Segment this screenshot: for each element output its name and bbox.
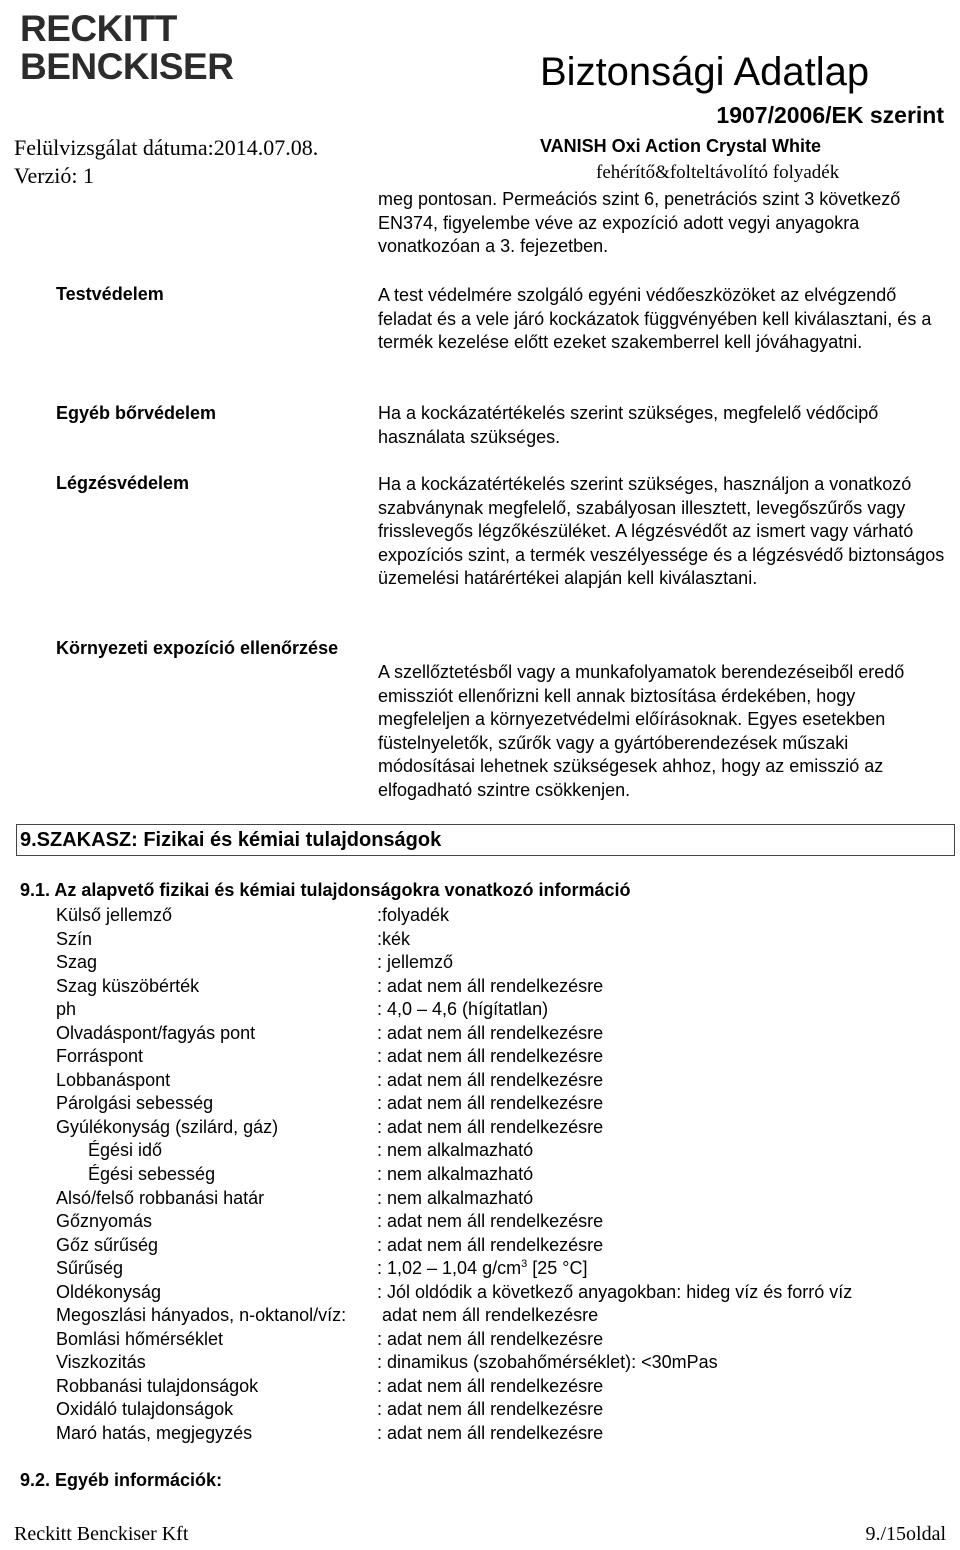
property-label: Megoszlási hányados, n-oktanol/víz:	[56, 1305, 347, 1326]
property-value-text: : adat nem áll rendelkezésre	[377, 1423, 604, 1444]
property-label: Olvadáspont/fagyás pont	[56, 1022, 256, 1043]
property-value	[377, 1422, 603, 1446]
property-value	[377, 1163, 533, 1187]
environmental-exposure-label: Környezeti expozíció ellenőrzése	[56, 638, 339, 658]
property-value-text: : adat nem áll rendelkezésre	[377, 1375, 604, 1396]
property-label: Alsó/felső robbanási határ	[56, 1187, 265, 1208]
property-value	[377, 904, 449, 928]
property-value-text: : adat nem áll rendelkezésre	[377, 1069, 604, 1090]
section-9-title: 9.SZAKASZ: Fizikai és kémiai tulajdonságok	[20, 829, 442, 851]
property-value	[377, 1210, 603, 1234]
footer-company: Reckitt Benckiser Kft	[14, 1523, 189, 1545]
property-label: Szín	[56, 928, 93, 949]
property-value-text: : adat nem áll rendelkezésre	[377, 1022, 604, 1043]
property-value	[377, 1257, 587, 1281]
property-value-text: : adat nem áll rendelkezésre	[377, 1046, 604, 1067]
property-value	[377, 1045, 603, 1069]
property-value	[377, 951, 453, 975]
body-protection-label: Testvédelem	[56, 284, 164, 304]
property-value	[377, 1398, 603, 1422]
property-label: Szag	[56, 952, 98, 973]
property-label: Maró hatás, megjegyzés	[56, 1423, 253, 1444]
property-label: Külső jellemző	[56, 905, 173, 925]
property-label: Gőznyomás	[56, 1211, 153, 1232]
property-value	[377, 1375, 603, 1399]
property-value-text: : 4,0 – 4,6 (hígítatlan)	[377, 999, 549, 1020]
property-label: Sűrűség	[56, 1258, 124, 1279]
property-value	[377, 1187, 533, 1211]
property-label: ph	[56, 999, 77, 1020]
logo-line-1: RECKITT	[20, 8, 177, 49]
section-9-2-title: 9.2. Egyéb információk:	[20, 1470, 223, 1490]
respiratory-protection-label: Légzésvédelem	[56, 473, 190, 493]
respiratory-protection-text: Ha a kockázatértékelés szerint szükséges, használjon a vonatkozó szabványnak megfelelő, szabályosan illesztett, levegőszűrős vagy frisslevegős légzőkészüléket. A légzésvédőt az ismert vagy várható expozíciós szint, a termék veszélyessége és a légzésvédő biztonságos üzemelési határértékei alapján kell kiválasztani.	[378, 474, 945, 589]
property-value-text: : nem alkalmazható	[377, 1140, 534, 1161]
property-label: Gyúlékonyság (szilárd, gáz)	[56, 1116, 279, 1137]
product-name: VANISH Oxi Action Crystal White	[540, 136, 822, 156]
property-value-text: : adat nem áll rendelkezésre	[377, 975, 604, 996]
property-value	[377, 1092, 603, 1116]
footer-page-number: 9./15oldal	[865, 1523, 946, 1545]
skin-protection-label: Egyéb bőrvédelem	[56, 403, 217, 423]
property-value-text: : dinamikus (szobahőmérséklet): <30mPas	[377, 1352, 718, 1373]
property-label: Robbanási tulajdonságok	[56, 1375, 259, 1396]
property-value	[377, 928, 410, 952]
section-9-1-title: 9.1. Az alapvető fizikai és kémiai tulajdonságokra vonatkozó információ	[20, 880, 631, 900]
property-value	[377, 1234, 603, 1258]
property-label: Oldékonyság	[56, 1281, 162, 1302]
property-value-text: : adat nem áll rendelkezésre	[377, 1116, 604, 1137]
property-value-text: : adat nem áll rendelkezésre	[377, 1328, 604, 1349]
environmental-exposure-text: A szellőztetésből vagy a munkafolyamatok berendezéseiből eredő emissziót ellenőrizni kell annak biztosítása érdekében, hogy megfeleljen a környezetvédelmi előírásoknak. Egyes esetekben füstelnyeletők, szűrők vagy a gyártóberendezések műszaki módosításai lehetnek szükségesek ahhoz, hogy az emisszió az elfogadható szintre csökkenjen.	[378, 662, 905, 800]
property-label: Bomlási hőmérséklet	[56, 1328, 224, 1349]
property-value	[377, 1281, 852, 1305]
property-value	[382, 1304, 598, 1328]
property-value	[377, 1116, 603, 1140]
property-value-text: : adat nem áll rendelkezésre	[377, 1399, 604, 1420]
property-label: Oxidáló tulajdonságok	[56, 1399, 234, 1420]
property-label: Viszkozitás	[56, 1352, 146, 1373]
property-value-text: : nem alkalmazható	[377, 1164, 534, 1185]
property-value-text: : jellemző	[377, 952, 454, 973]
property-value-text: adat nem áll rendelkezésre	[382, 1305, 599, 1326]
property-label: Lobbanáspont	[56, 1069, 171, 1090]
property-label: Forráspont	[56, 1046, 144, 1067]
property-value	[377, 1351, 718, 1375]
property-value	[377, 975, 603, 999]
property-value-text: :kék	[377, 928, 411, 949]
property-value	[377, 1069, 603, 1093]
property-label: Égési idő	[88, 1140, 163, 1161]
property-label: Szag küszöbérték	[56, 975, 200, 996]
property-value	[377, 1139, 533, 1163]
product-description: fehérítő&folteltávolító folyadék	[596, 162, 840, 183]
property-value-text: :folyadék	[377, 905, 450, 925]
continuation-paragraph: meg pontosan. Permeációs szint 6, penetrációs szint 3 következő EN374, figyelembe véve az expozíció adott vegyi anyagokra vonatkozóan a 3. fejezetben.	[378, 189, 901, 257]
property-value-text: : 1,02 – 1,04 g/cm	[377, 1258, 522, 1279]
company-logo	[20, 8, 250, 90]
property-label: Gőz sűrűség	[56, 1234, 159, 1255]
property-value-suffix: [25 °C]	[527, 1258, 588, 1279]
logo-line-2: BENCKISER	[20, 46, 234, 87]
property-label: Párolgási sebesség	[56, 1093, 214, 1114]
revision-date: Felülvizsgálat dátuma:2014.07.08.	[14, 135, 319, 160]
property-value-superscript: 3	[521, 1258, 528, 1271]
property-value-text: : adat nem áll rendelkezésre	[377, 1211, 604, 1232]
property-label: Égési sebesség	[88, 1164, 216, 1185]
property-value-text: : adat nem áll rendelkezésre	[377, 1093, 604, 1114]
property-value	[377, 1022, 603, 1046]
body-protection-text: A test védelmére szolgáló egyéni védőeszközöket az elvégzendő feladat és a vele járó kockázatok függvényében kell kiválasztani, és a termék kezelése előtt ezeket szakemberrel kell jóváhagyatni.	[378, 285, 932, 353]
property-value	[377, 1328, 603, 1352]
regulation-reference: 1907/2006/EK szerint	[716, 102, 944, 128]
property-value-text: : Jól oldódik a következő anyagokban: hideg víz és forró víz	[377, 1281, 853, 1302]
property-value-text: : nem alkalmazható	[377, 1187, 534, 1208]
property-value-text: : adat nem áll rendelkezésre	[377, 1234, 604, 1255]
document-title: Biztonsági Adatlap	[540, 50, 870, 94]
version: Verzió: 1	[14, 163, 95, 188]
skin-protection-text: Ha a kockázatértékelés szerint szükséges, megfelelő védőcipő használata szükséges.	[378, 403, 879, 447]
property-value	[377, 998, 548, 1022]
